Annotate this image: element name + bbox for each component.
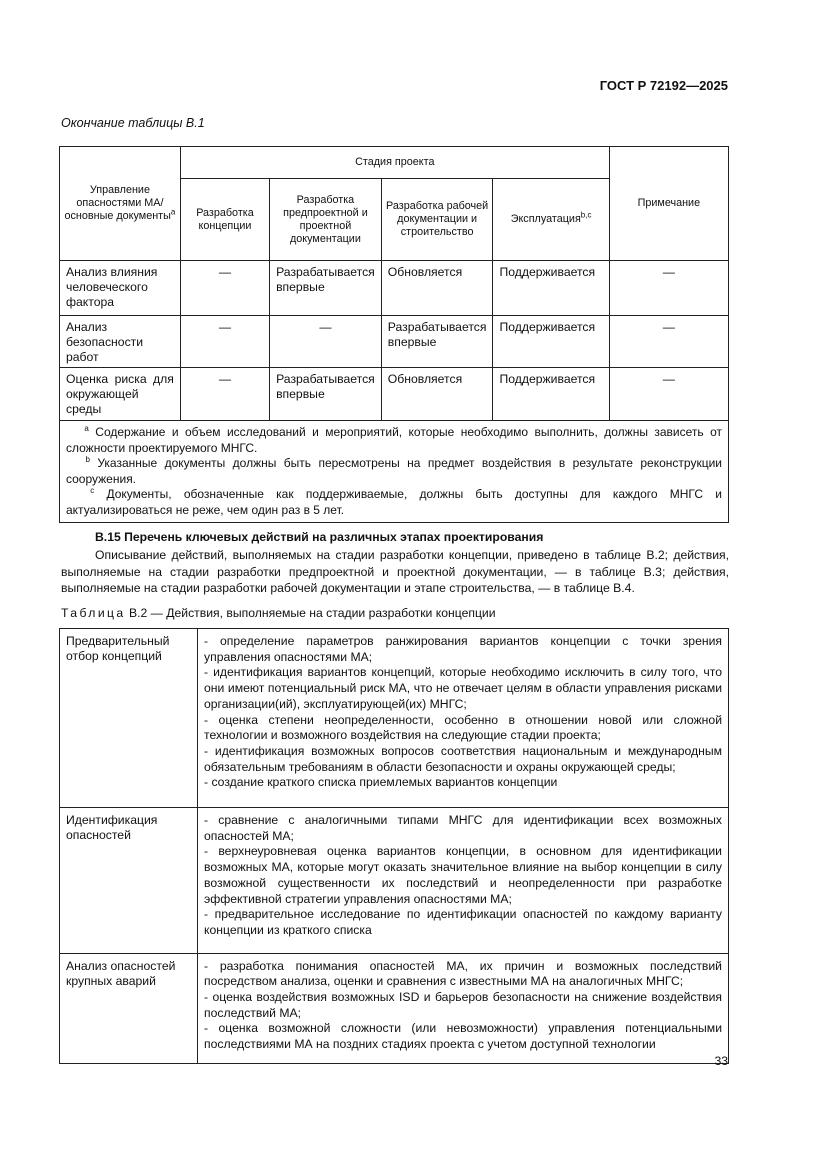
table-row: [60, 368, 729, 421]
header-stage-exploitation: Эксплуатация$^{b,c}$: [493, 179, 609, 261]
table1-caption: Окончание таблицы В.1: [61, 116, 205, 130]
footnote-c: $^c$ Документы, обозначенные как поддерживаемые, должны быть доступны для каждого МНГС и актуализироваться не реже, чем один раз в 5 лет.: [66, 486, 722, 517]
list-item: - определение параметров ранжирования вариантов концепции с точки зрения управления опасностями МА;: [204, 634, 722, 664]
row-name: Оценка риска для окружающей среды: [60, 368, 181, 421]
cell-exploitation: Поддерживается: [493, 368, 609, 421]
cell-concept: —: [180, 261, 269, 316]
row-name: Анализ безопасности работ: [60, 316, 181, 368]
list-item: - идентификация возможных вопросов соответствия национальным и международным обязательным требованиям в области безопасности и охраны окружающей среды;: [204, 743, 722, 774]
standard-number: ГОСТ Р 72192—2025: [599, 78, 728, 93]
list-item: - оценка степени неопределенности, особенно в отношении новой или сложной технологии и возможного воздействия на следующие стадии проекта;: [204, 712, 722, 743]
cell-exploitation: Поддерживается: [493, 261, 609, 316]
list-item: - предварительное исследование по идентификации опасностей по каждому варианту концепции из краткого списка: [204, 907, 722, 937]
header-stage-preproject: Разработка предпроектной и проектной документации: [270, 179, 382, 261]
table1-footnotes: [60, 421, 729, 523]
list-item: - верхнеуровневая оценка вариантов концепции, в основном для идентификации возможных МА, которые могут оказать значительное влияние на выбор концепции в силу возможной существенности их последствий и неопределенности при разработке эффективной стратегии управления опасностями МА;: [204, 844, 722, 906]
table-row: [60, 953, 729, 1063]
section-paragraph: Описывание действий, выполняемых на стадии разработки концепции, приведено в таблице В.2; действия, выполняемые на стадии разработки предпроектной и проектной документации, — в таблице В.3; действия, выполняемые на стадии разработки рабочей документации и этапе строительства, — в таблице В.4.: [61, 548, 729, 595]
cell-exploitation: Поддерживается: [493, 316, 609, 368]
cell-preproject: —: [270, 316, 382, 368]
header-stage-concept: Разработка концепции: [180, 179, 269, 261]
table-row: [60, 316, 729, 368]
cell-concept: —: [180, 316, 269, 368]
cell-note: —: [609, 368, 728, 421]
cell-working-docs: Разрабатывается впервые: [381, 316, 493, 368]
cell-preproject: Разрабатывается впервые: [270, 368, 382, 421]
list-item: - разработка понимания опасностей МА, их причин и возможных последствий посредством анализа, оценки и сравнения с известными МА на аналогичных МНГС;: [204, 958, 722, 989]
table-row: [60, 629, 729, 808]
list-item: - оценка возможной сложности (или невозможности) управления потенциальными последствиями МА на поздних стадиях проекта с учетом доступной технологии: [204, 1021, 722, 1052]
footnote-b: $^b$ Указанные документы должны быть пересмотрены на предмет воздействия в результате реконструкции сооружения.: [66, 455, 722, 486]
row-actions: [198, 953, 729, 1063]
row-name: Идентификация опасностей: [60, 808, 198, 954]
row-name: Предварительный отбор концепций: [60, 629, 198, 808]
cell-working-docs: Обновляется: [381, 368, 493, 421]
footnote-a: $^a$ Содержание и объем исследований и мероприятий, которые необходимо выполнить, должны зависеть от сложности проектируемого МНГС.: [66, 424, 722, 455]
cell-working-docs: Обновляется: [381, 261, 493, 316]
cell-preproject: Разрабатывается впервые: [270, 261, 382, 316]
header-note: Примечание: [609, 147, 728, 261]
list-item: - сравнение с аналогичными типами МНГС для идентификации всех возможных опасностей МА;: [204, 813, 722, 843]
row-name: Анализ влияния человеческого фактора: [60, 261, 181, 316]
row-actions: [198, 629, 729, 808]
row-name: Анализ опасностей крупных аварий: [60, 953, 198, 1063]
row-actions: [198, 808, 729, 954]
section-title: В.15 Перечень ключевых действий на различных этапах проектирования: [95, 530, 544, 544]
header-management-docs: Управление опасностями МА/основные документы$^a$: [60, 147, 181, 261]
cell-note: —: [609, 316, 728, 368]
header-project-stage: Стадия проекта: [180, 147, 609, 179]
cell-concept: —: [180, 368, 269, 421]
list-item: - оценка воздействия возможных ISD и барьеров безопасности на снижение воздействия последствий МА;: [204, 990, 722, 1020]
header-stage-working-docs: Разработка рабочей документации и строительство: [381, 179, 493, 261]
list-item: - идентификация вариантов концепций, которые необходимо исключить в силу того, что они имеют потенциальный риск МА, что не отвечает целям в области управления рисками организации(ий), эксплуатирующей(их) МНГС;: [204, 665, 722, 711]
cell-note: —: [609, 261, 728, 316]
table-row: [60, 261, 729, 316]
table2-caption: Таблица В.2 — Действия, выполняемые на стадии разработки концепции: [61, 606, 496, 620]
table-row: [60, 808, 729, 954]
table-v1-end: [59, 146, 729, 523]
table-v2: [59, 628, 729, 1064]
page-number: 33: [714, 1054, 728, 1068]
list-item: - создание краткого списка приемлемых вариантов концепции: [204, 775, 558, 790]
